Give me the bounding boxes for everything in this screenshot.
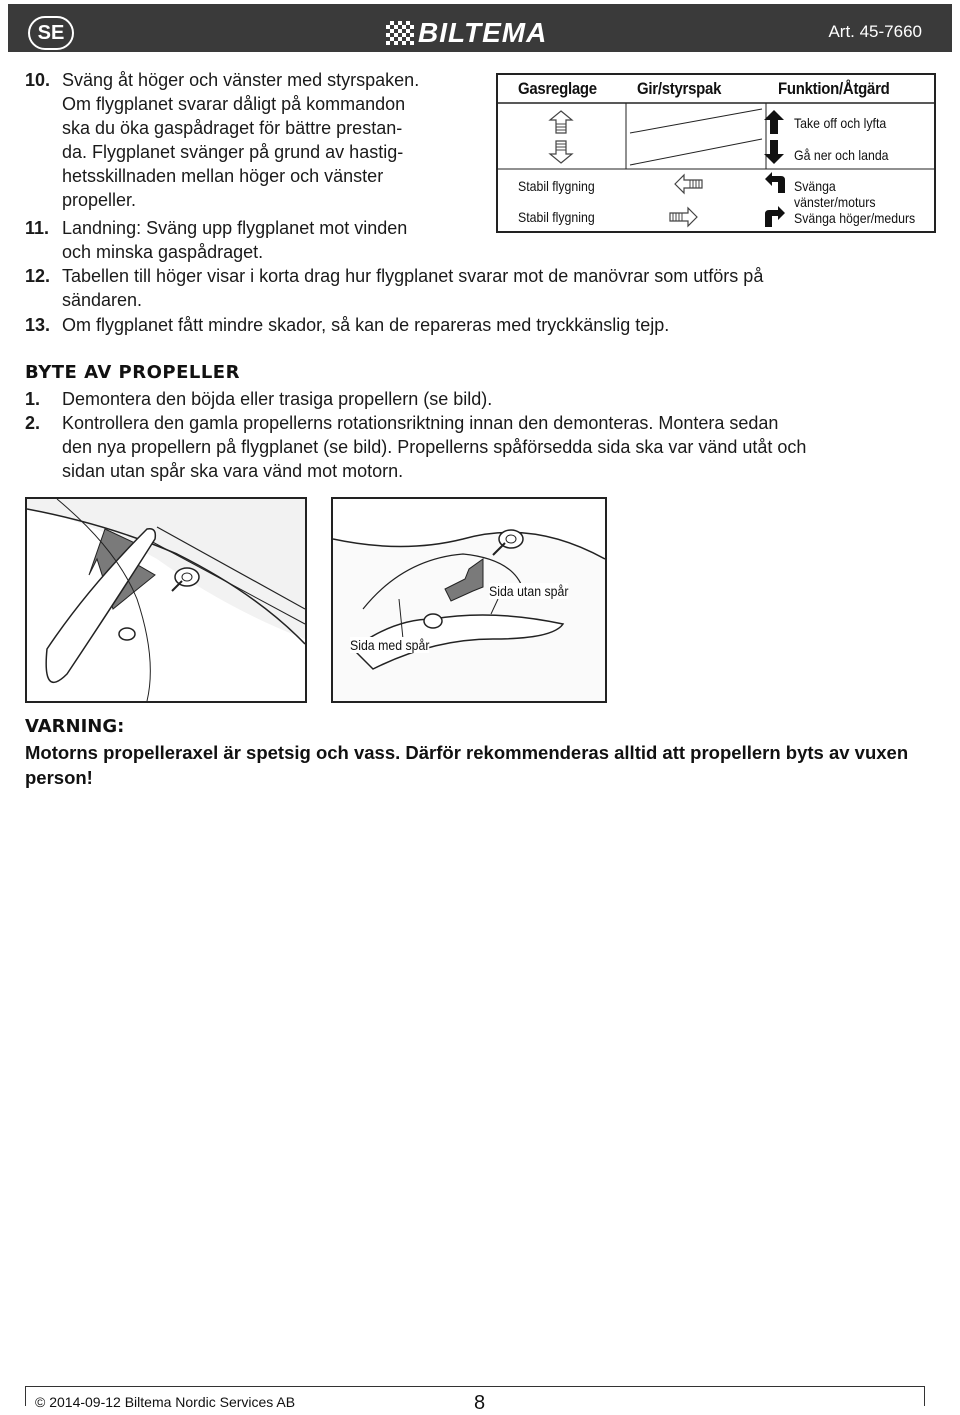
- text-line: den nya propellern på flygplanet (se bild). Propellerns spåförsedda sida ska var vänd utåt och: [62, 437, 807, 457]
- text-line: ska du öka gaspådraget för bättre prestan-: [62, 118, 403, 138]
- list-item-11: [25, 216, 49, 240]
- step-2-number: [25, 411, 40, 435]
- action-label: Svänga höger/medurs: [794, 210, 916, 226]
- text-line: Demontera den böjda eller trasiga propellern (se bild).: [62, 389, 493, 409]
- action-label: Svänga vänster/moturs: [794, 178, 876, 210]
- step-number: 1.: [25, 389, 41, 409]
- list-item-10: [25, 68, 50, 92]
- item-number: 12.: [25, 266, 51, 286]
- article-number: Art. 45-7660: [828, 22, 922, 41]
- text-line: sidan utan spår ska vara vänd mot motorn.: [62, 461, 404, 481]
- copyright-text: © 2014-09-12 Biltema Nordic Services AB: [35, 1394, 296, 1410]
- text-line: Tabellen till höger visar i korta drag hur flygplanet svarar mot de manövrar som utförs på: [62, 266, 764, 286]
- turn-right-icon: [763, 205, 787, 229]
- warning-text: Motorns propelleraxel är spetsig och vass. Därför rekommenderas alltid att propellern byts av vuxen person!: [25, 742, 909, 788]
- text-line: Kontrollera den gamla propellerns rotationsriktning innan den demonteras. Montera sedan: [62, 413, 779, 433]
- list-item-10-text: [62, 68, 419, 140]
- footer-tick-left: [25, 1386, 26, 1406]
- table-header-stick: Gir/styrspak: [637, 79, 722, 98]
- item-number: 11.: [25, 218, 50, 238]
- brand-name: BILTEMA: [418, 17, 548, 48]
- text-line: Sväng åt höger och vänster med styrspaken.: [62, 70, 420, 90]
- checker-flag-icon: [386, 21, 414, 45]
- text-line: da. Flygplanet svänger på grund av hastig-: [62, 142, 404, 162]
- stick-left-icon: [674, 173, 704, 195]
- arrow-down-icon: [763, 139, 785, 165]
- throttle-label: Stabil flygning: [518, 209, 595, 225]
- action-label: Gå ner och landa: [794, 147, 889, 163]
- step-1-number: [25, 387, 40, 411]
- action-label: Take off och lyfta: [794, 115, 887, 131]
- control-table: [496, 73, 936, 233]
- list-item-12: [25, 264, 50, 288]
- throttle-up-icon: [548, 109, 574, 135]
- step-2-text: [62, 411, 806, 483]
- list-item-13: [25, 313, 50, 337]
- figure-mount-propeller: [331, 497, 607, 703]
- text-line: och minska gaspådraget.: [62, 242, 264, 262]
- arrow-up-icon: [763, 109, 785, 135]
- footer-tick-right: [924, 1386, 925, 1406]
- turn-left-icon: [763, 171, 787, 195]
- list-item-13-text: [62, 313, 669, 337]
- item-number: 10.: [25, 70, 51, 90]
- text-line: Om flygplanet fått mindre skador, så kan de repareras med tryckkänslig tejp.: [62, 315, 670, 335]
- throttle-label: Stabil flygning: [518, 178, 595, 194]
- throttle-down-icon: [548, 139, 574, 165]
- figure-remove-propeller: [25, 497, 307, 703]
- step-number: 2.: [25, 413, 41, 433]
- footer-divider: [25, 1386, 925, 1387]
- stick-right-icon: [668, 206, 698, 228]
- text-line: sändaren.: [62, 290, 143, 310]
- text-line: propeller.: [62, 190, 137, 210]
- propeller-mount-illustration: [333, 499, 605, 701]
- language-badge: SE: [28, 16, 74, 50]
- text-line: Om flygplanet svarar dåligt på kommandon: [62, 94, 406, 114]
- brand-logo: [386, 18, 547, 48]
- step-1-text: [62, 387, 492, 411]
- text-line: hetsskillnaden mellan höger och vänster: [62, 166, 384, 186]
- table-header-action: Funktion/Åtgärd: [778, 79, 890, 98]
- text-line: Landning: Sväng upp flygplanet mot vinden: [62, 218, 408, 238]
- item-number: 13.: [25, 315, 51, 335]
- section-heading: BYTE AV PROPELLER: [25, 362, 240, 383]
- list-item-10-text-cont: [62, 140, 403, 212]
- list-item-12-text: [62, 264, 763, 312]
- label-side-without-groove: Sida utan spår: [489, 583, 569, 599]
- page-number: 8: [474, 1392, 486, 1414]
- list-item-11-text: [62, 216, 407, 264]
- propeller-removal-illustration: [27, 499, 305, 701]
- page-header: [8, 4, 952, 52]
- warning-title: VARNING:: [25, 716, 125, 737]
- table-header-throttle: Gasreglage: [518, 79, 597, 98]
- label-side-with-groove: Sida med spår: [350, 637, 430, 653]
